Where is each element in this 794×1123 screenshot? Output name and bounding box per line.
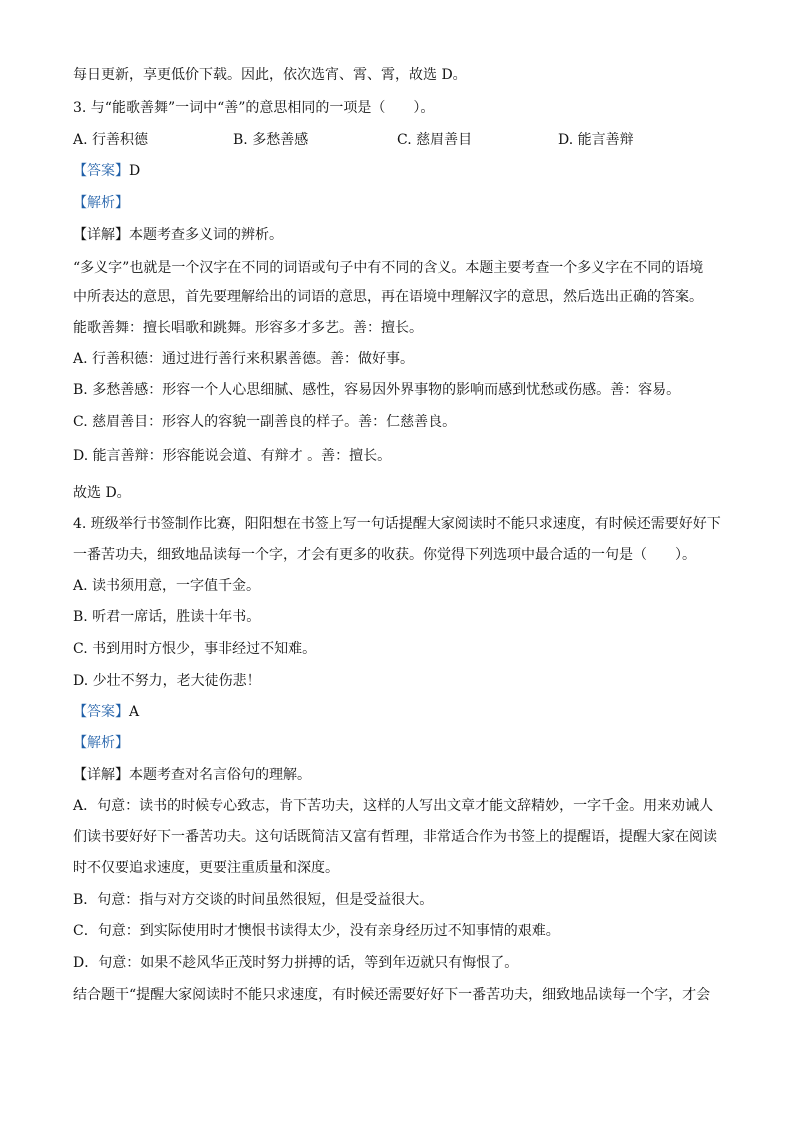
text-line: C. 慈眉善目：形容人的容貌一副善良的样子。善：仁慈善良。 [73,414,457,430]
text-line: B. 多愁善感：形容一个人心思细腻、感性，容易因外界事物的影响而感到忧愁或伤感。善：容易。 [73,382,681,398]
text-line: D. 能言善辩：形容能说会道、有辩才 。善：擅长。 [73,448,392,464]
text-line: 故选 D。 [73,485,131,501]
text-line: A. 行善积德：通过进行善行来积累善德。善：做好事。 [73,351,415,367]
question-4-stem: 一番苦功夫，细致地品读每一个字，才会有更多的收获。你觉得下列选项中最合适的一句是（ ）。 [73,547,696,563]
text-line: D．句意：如果不趁风华正茂时努力拼搏的话，等到年迈就只有悔恨了。 [73,955,519,971]
q3-answer-line [73,162,723,180]
q4-answer-line [73,703,723,721]
text-line: 【详解】本题考查对名言俗句的理解。 [73,767,311,783]
q3-analysis-label [73,194,723,212]
question-4-stem: 4. 班级举行书签制作比赛，阳阳想在书签上写一句话提醒大家阅读时不能只求速度，有时候还需要好好下 [73,516,721,532]
q4-option-a: A. 读书须用意，一字值千金。 [73,578,261,594]
q4-option-d: D. 少壮不努力，老大徒伤悲！ [73,673,261,689]
analysis-label: 【解析】 [73,195,129,211]
answer-label: 【答案】 [73,163,129,179]
text-line: 们读书要好好下一番苦功夫。这句话既简洁又富有哲理，非常适合作为书签上的提醒语，提醒大家在阅读 [73,829,717,845]
text-line: “多义字”也就是一个汉字在不同的词语或句子中有不同的含义。本题主要考查一个多义字在不同的语境 [73,260,704,276]
text-line: 每日更新，享更低价下载。因此，依次选宵、霄、霄，故选 D。 [73,67,467,83]
question-3-stem: 3. 与“能歌善舞”一词中“善”的意思相同的一项是（ ）。 [73,100,435,116]
text-line: 【详解】本题考查多义词的辨析。 [73,227,283,243]
text-line: C．句意：到实际使用时才懊恨书读得太少，没有亲身经历过不知事情的艰难。 [73,923,560,939]
text-line: B．句意：指与对方交谈的时间虽然很短，但是受益很大。 [73,892,434,908]
q4-option-b: B. 听君一席话，胜读十年书。 [73,609,261,625]
text-line: A．句意：读书的时候专心致志，肯下苦功夫，这样的人写出文章才能文辞精妙，一字千金。用来劝诫人 [73,798,714,814]
q3-option-d: D. 能言善辩 [558,132,634,148]
q3-option-b: B. 多愁善感 [233,132,309,148]
text-line: 中所表达的意思，首先要理解给出的词语的意思，再在语境中理解汉字的意思，然后选出正确的答案。 [73,289,703,305]
q4-analysis-label [73,734,723,752]
text-line: 能歌善舞：擅长唱歌和跳舞。形容多才多艺。善：擅长。 [73,320,423,336]
q4-option-c: C. 书到用时方恨少，事非经过不知难。 [73,641,317,657]
analysis-label: 【解析】 [73,735,129,751]
q3-option-c: C. 慈眉善目 [397,132,473,148]
q3-option-a: A. 行善积德 [73,132,149,148]
text-line: 时不仅要追求速度，更要注重质量和深度。 [73,860,339,876]
text-line: 结合题干“提醒大家阅读时不能只求速度，有时候还需要好好下一番苦功夫，细致地品读每一个字，才会 [73,987,711,1003]
q4-answer-value: A [129,704,140,720]
q3-answer-value: D [129,163,141,179]
answer-label: 【答案】 [73,704,129,720]
